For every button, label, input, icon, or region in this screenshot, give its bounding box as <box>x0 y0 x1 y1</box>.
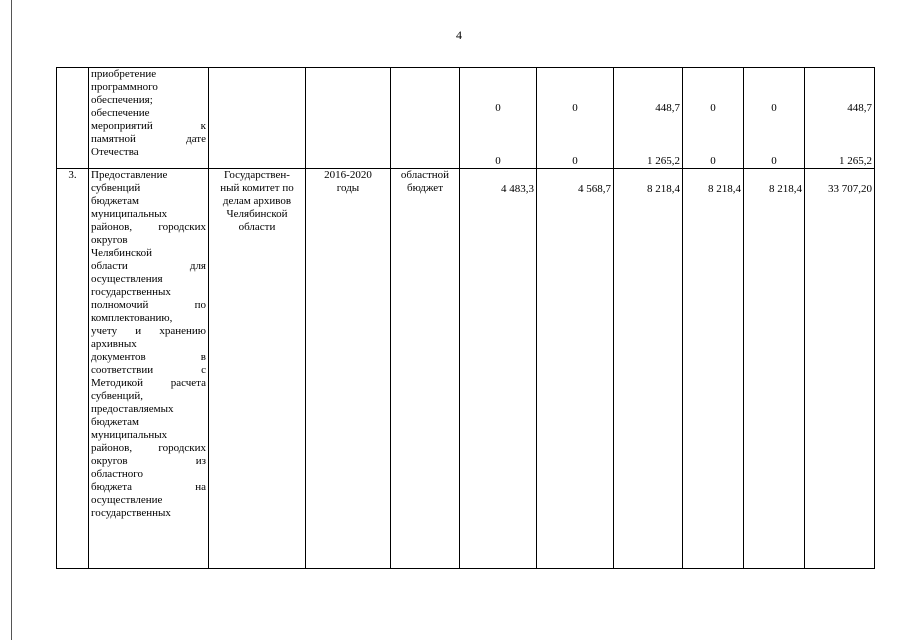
value-total: 33 707,20 <box>828 183 872 195</box>
value-cell <box>744 169 805 569</box>
page-left-margin-line <box>11 0 12 640</box>
text-line: областного <box>91 468 144 480</box>
text-line: учету и хранению <box>91 325 206 337</box>
table-row <box>57 169 875 569</box>
value-2020: 8 218,4 <box>769 183 802 195</box>
text-line: программного <box>91 81 158 93</box>
value-2019: 8 218,4 <box>708 183 741 195</box>
text-line: Государствен- <box>224 169 290 181</box>
executor-lines <box>211 169 303 234</box>
text-line: районов, городских <box>91 221 206 233</box>
text-line: субвенций, <box>91 390 143 402</box>
value-top: 448,7 <box>655 102 680 114</box>
text-line: округов <box>91 234 128 246</box>
period-cell <box>306 169 391 569</box>
value-top: 0 <box>710 102 716 114</box>
value-cell <box>683 68 744 169</box>
value-2016: 4 483,3 <box>501 183 534 195</box>
text-line: области для <box>91 260 206 272</box>
value-top: 448,7 <box>847 102 872 114</box>
text-line: бюджетам <box>91 195 139 207</box>
value-2017: 4 568,7 <box>578 183 611 195</box>
text-line: бюджетам <box>91 416 139 428</box>
text-line: районов, городских <box>91 442 206 454</box>
value-cell <box>614 169 683 569</box>
value-bottom: 1 265,2 <box>839 155 872 167</box>
total-cell <box>805 169 875 569</box>
row-number: 3. <box>57 169 89 569</box>
value-cell <box>460 169 537 569</box>
value-cell <box>683 169 744 569</box>
executor-cell <box>209 68 306 169</box>
text-line: 2016-2020 <box>324 169 372 181</box>
text-line: обеспечения; <box>91 94 153 106</box>
value-bottom: 0 <box>710 155 716 167</box>
text-line: Предоставление <box>91 169 168 181</box>
text-line: областной <box>400 169 450 181</box>
value-cell <box>460 68 537 169</box>
value-top: 0 <box>572 102 578 114</box>
value-2018: 8 218,4 <box>647 183 680 195</box>
table-row <box>57 68 875 169</box>
text-line: государственных <box>91 286 171 298</box>
value-bottom: 1 265,2 <box>647 155 680 167</box>
text-line: памятной дате <box>91 133 206 145</box>
funding-source-lines <box>393 169 457 195</box>
value-top: 0 <box>771 102 777 114</box>
text-line: округов из <box>91 455 206 467</box>
text-line: осуществление <box>91 494 163 506</box>
value-bottom: 0 <box>572 155 578 167</box>
text-line: Методикой расчета <box>91 377 206 389</box>
event-name-lines <box>91 169 206 520</box>
text-line: соответствии с <box>91 364 206 376</box>
text-line: годы <box>336 182 360 194</box>
event-name <box>89 68 209 169</box>
text-line: области <box>238 221 276 233</box>
funding-source-cell <box>391 68 460 169</box>
text-line: осуществления <box>91 273 163 285</box>
funding-source-cell <box>391 169 460 569</box>
text-line: муниципальных <box>91 208 168 220</box>
page-number: 4 <box>456 28 462 42</box>
text-line: предоставляемых <box>91 403 174 415</box>
budget-table <box>56 67 875 569</box>
text-line: приобретение <box>91 68 157 80</box>
period-lines <box>308 169 388 195</box>
period-cell <box>306 68 391 169</box>
text-line: полномочий по <box>91 299 206 311</box>
value-cell <box>537 169 614 569</box>
text-line: субвенций <box>91 182 141 194</box>
event-name <box>89 169 209 569</box>
text-line: ный комитет по <box>220 182 294 194</box>
value-cell <box>614 68 683 169</box>
value-bottom: 0 <box>495 155 501 167</box>
executor-cell <box>209 169 306 569</box>
text-line: государственных <box>91 507 171 519</box>
text-line: обеспечение <box>91 107 150 119</box>
value-bottom: 0 <box>771 155 777 167</box>
text-line: Челябинской <box>91 247 153 259</box>
event-name-lines <box>91 68 206 159</box>
text-line: мероприятий к <box>91 120 206 132</box>
text-line: бюджета на <box>91 481 206 493</box>
text-line: муниципальных <box>91 429 168 441</box>
value-cell <box>744 68 805 169</box>
text-line: комплектованию, <box>91 312 173 324</box>
value-top: 0 <box>495 102 501 114</box>
text-line: архивных <box>91 338 137 350</box>
text-line: бюджет <box>407 182 443 194</box>
total-cell <box>805 68 875 169</box>
text-line: делам архивов <box>222 195 292 207</box>
text-line: документов в <box>91 351 206 363</box>
text-line: Отечества <box>91 146 139 158</box>
text-line: Челябинской <box>226 208 288 220</box>
row-number <box>57 68 89 169</box>
value-cell <box>537 68 614 169</box>
